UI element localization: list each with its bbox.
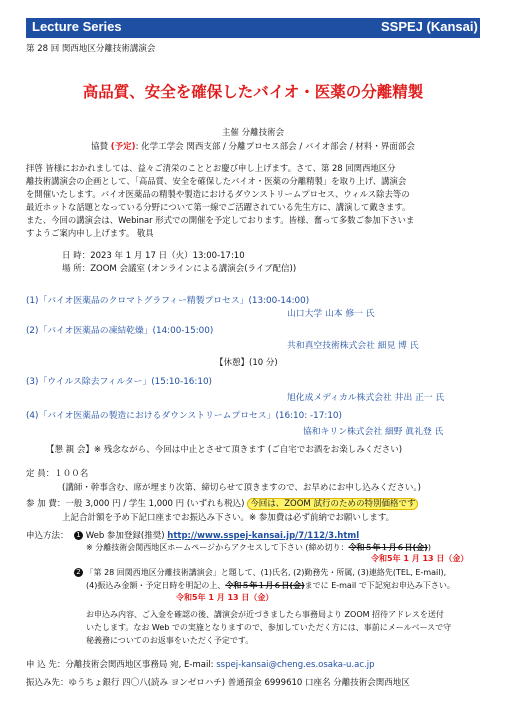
- cosponsor-tentative: (予定): [110, 142, 136, 152]
- fee-highlight: 今回は、ZOOM 試行のための特別価格です: [247, 498, 418, 510]
- series-line: 第 28 回 関西地区分離技術講演会: [26, 44, 156, 54]
- intro-line: 離技術講演会の企画として、「高品質、安全を確保したバイオ・医薬の分離精製」を取り上げ、講演会: [26, 176, 407, 186]
- email-application-text-2b: までに E-mail で下記宛お申込み下さい。: [304, 581, 455, 590]
- social-line: 【懇 親 会】※ 残念ながら、今回は中止とさせて頂きます (ご自宅でお酒をお楽しみください): [46, 445, 403, 455]
- deadline-close: ): [427, 543, 431, 552]
- apply-label: 申込方法：: [26, 531, 69, 541]
- cosponsor-list: : 化学工学会 関西支部 / 分離プロセス部会 / バイオ部会 / 材料・界面部会: [135, 142, 415, 152]
- talk-title: (4)「バイオ医薬品の製造におけるダウンストリームプロセス」(16:10: -17:10): [26, 411, 342, 421]
- intro-line: を開催いたします。バイオ医薬品の精製や製造におけるダウンストリームプロセス、ウィルス除去等の: [26, 189, 410, 199]
- talk-title: (1)「バイオ医薬品のクロマトグラフィー精製プロセス」(13:00-14:00): [26, 296, 310, 306]
- date-line: 日 時：2023 年 1 月 17 日（火）13:00-17:10: [62, 251, 245, 261]
- fee-note: 上記合計額を予め下記口座までお振込み下さい。※ 参加費は必ず前納でお願いします。: [62, 513, 395, 523]
- intro-line: 拝啓 皆様におかれましては、益々ご清栄のこととお慶び申し上げます。さて、第 28 回関西地区分: [26, 163, 396, 173]
- talk-title: (3)「ウイルス除去フィルター」(15:10-16:10): [26, 377, 212, 387]
- apply-method-1: [74, 529, 359, 541]
- apply-note-line: いたします。なお Web での実施となりますので、参加していただく方には、事前にメールベースで守: [86, 623, 452, 632]
- application-destination: [26, 658, 374, 670]
- number-1-icon: 1: [74, 531, 83, 540]
- web-registration-label: Web 参加登録(推奨): [85, 531, 168, 541]
- registration-link[interactable]: http://www.sspej-kansai.jp/7/112/3.html: [167, 531, 360, 541]
- lecture-series-label: Lecture Series: [32, 19, 122, 34]
- sponsor-line: 主催 分離技術会: [221, 128, 285, 138]
- talk-speaker: 協和キリン株式会社 細野 眞礼登 氏: [303, 427, 444, 437]
- capacity-line: 定 員：１００名: [26, 469, 89, 479]
- apply-method-2: [74, 567, 446, 578]
- fee-line: [26, 497, 418, 509]
- talk-speaker: 共和真空技術株式会社 細見 博 氏: [287, 341, 419, 351]
- apply-note-line: 秘義務についてのお返事をいただく予定です。: [86, 636, 254, 645]
- break-line: 【休憩】(10 分): [215, 358, 278, 368]
- talk-title: (2)「バイオ医薬品の凍結乾燥」(14:00-15:00): [26, 326, 214, 336]
- destination-label: 申 込 先：分離技術会関西地区事務局 宛, E-mail:: [26, 660, 217, 670]
- page-title: 高品質、安全を確保したバイオ・医薬の分離精製: [82, 83, 424, 101]
- apply-note-line: お申込み内容、ご入金を確認の後、講演会が近づきましたら事務局より ZOOM 招待アドレスを送付: [86, 610, 444, 619]
- fee-text: 一般 3,000 円 / 学生 1,000 円 (いずれも税込): [65, 499, 245, 509]
- bank-transfer-line: 振込み先：ゆうちょ銀行 四〇八(読み ヨンゼロハチ) 普通預金 6999610 口座名 分離技術会関西地区: [26, 678, 410, 688]
- email-application-text-2a: (4)振込み金額・予定日時を明記の上、: [86, 581, 226, 590]
- old-deadline: 令和５年１月６日(金): [348, 543, 428, 552]
- deadline-note: ※ 分離技術会関西地区ホームページからアクセスして下さい (締め切り：: [86, 543, 349, 552]
- cosponsor-prefix: 協賛: [91, 142, 111, 152]
- new-deadline: 令和5年 1 月 13 日（金）: [371, 554, 469, 563]
- capacity-note: (講師・幹事含む、席が埋まり次第、締切らせて頂きますので、お早めにお申し込みください。): [62, 483, 421, 493]
- apply-method-1-note: [86, 542, 431, 553]
- contact-email[interactable]: sspej-kansai@cheng.es.osaka-u.ac.jp: [216, 660, 375, 670]
- intro-line: また、今回の講演会は、Webinar 形式での開催を予定しております。皆様、奮って多数ご参加下さいま: [26, 215, 415, 225]
- place-line: 場 所：ZOOM 会議室 (オンラインによる講演会(ライブ配信)): [62, 264, 297, 274]
- intro-line: すようご案内申し上げます。 敬具: [26, 228, 154, 238]
- old-deadline-2: 令和５年１月６日(金): [225, 581, 305, 590]
- email-application-text: 「第 28 回関西地区分離技術講演会」と題して、(1)氏名, (2)勤務先・所属, (3)連絡先(TEL, E-mail),: [85, 568, 447, 577]
- apply-method-2-line2: [86, 580, 455, 591]
- number-2-icon: 2: [74, 568, 83, 577]
- fee-label: 参 加 費：: [26, 499, 66, 509]
- talk-speaker: 旭化成メディカル株式会社 井出 正一 氏: [287, 393, 445, 403]
- intro-line: 最近ホットな話題となっている分野について第一線でご活躍されている先生方に、講演して戴きます。: [26, 202, 411, 212]
- talk-speaker: 山口大学 山本 修一 氏: [287, 309, 375, 319]
- organization-label: SSPEJ (Kansai): [381, 19, 478, 34]
- new-deadline-2: 令和5年 1 月 13 日（金）: [176, 593, 274, 602]
- cosponsor-line: [0, 140, 506, 152]
